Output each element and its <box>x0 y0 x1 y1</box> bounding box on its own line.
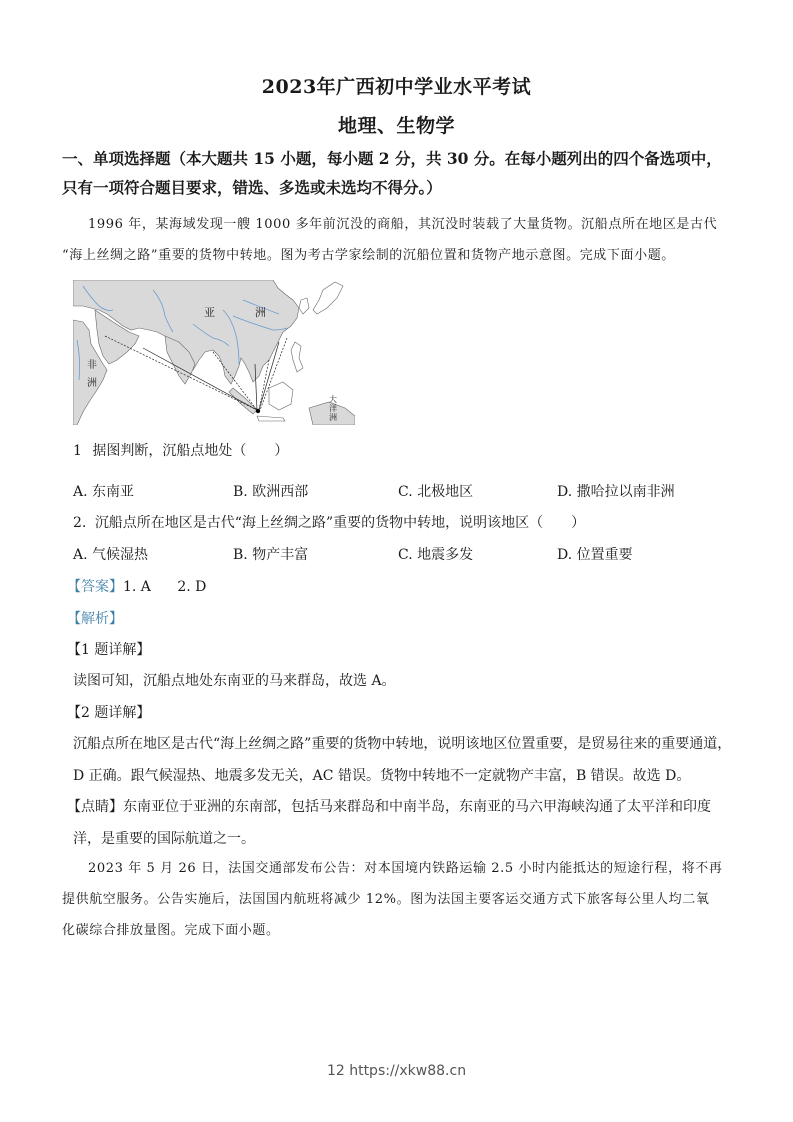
section-heading-line2: 只有一项符合题目要求，错选、多选或未选均不得分。） <box>62 178 442 197</box>
question-2-stem: 沉船点所在地区是古代“海上丝绸之路”重要的货物中转地，说明该地区（ ） <box>94 515 586 531</box>
answer-q1: 1. A <box>123 579 151 595</box>
question-2 <box>73 513 585 533</box>
passage-2-line1: 2023 年 5 月 26 日，法国交通部发布公告：对本国境内铁路运输 2.5 小时内能抵达的短途行程，将不再 <box>88 861 723 876</box>
question-2-option-b[interactable]: B. 物产丰富 <box>233 547 309 563</box>
answer-tag: 【答案】 <box>67 579 123 595</box>
map-label-oceania-2: 洋 <box>329 404 337 413</box>
passage-2-line3: 化碳综合排放量图。完成下面小题。 <box>62 923 280 938</box>
exam-title: 2023年广西初中学业水平考试 <box>261 76 532 98</box>
question-1 <box>73 441 288 461</box>
point-tag: 【点睛】 <box>67 799 123 815</box>
detail-2-line2: D 正确。跟气候湿热、地震多发无关，AC 错误。货物中转地不一定就物产丰富，B 错误。故选 D。 <box>73 768 691 784</box>
point-section <box>67 791 739 855</box>
question-2-option-a[interactable]: A. 气候湿热 <box>73 547 149 563</box>
section-heading-line1: 一、单项选择题（本大题共 15 小题，每小题 2 分，共 30 分。在每小题列出的四个备选项中， <box>62 149 722 168</box>
philippines-outline <box>291 342 303 372</box>
map-graphic <box>73 280 355 425</box>
passage-1-line2: “海上丝绸之路”重要的货物中转地。图为考古学家绘制的沉船位置和货物产地示意图。完成下面小题。 <box>62 248 675 263</box>
map-label-africa-2: 洲 <box>87 378 97 389</box>
section-heading <box>62 144 742 202</box>
shipwreck-point <box>256 409 260 413</box>
shipwreck-map-figure <box>73 280 355 425</box>
exam-subtitle: 地理、生物学 <box>337 115 455 137</box>
detail-2-line1: 沉船点所在地区是古代“海上丝绸之路”重要的货物中转地，说明该地区位置重要，是贸易往来的重要通道， <box>73 736 732 752</box>
passage-1-line1: 1996 年，某海域发现一艘 1000 多年前沉没的商船，其沉没时装载了大量货物。沉船点所在地区是古代 <box>88 217 718 232</box>
passage-1 <box>62 209 738 271</box>
question-1-stem: 据图判断，沉船点地处（ ） <box>92 443 289 459</box>
detail-1-tag: 【1 题详解】 <box>67 642 151 658</box>
korea-outline <box>299 298 309 314</box>
point-line1: 东南亚位于亚洲的东南部，包括马来群岛和中南半岛，东南亚的马六甲海峡沟通了太平洋和印度 <box>123 799 711 815</box>
question-1-number: 1 <box>73 443 82 459</box>
passage-2-line2: 提供航空服务。公告实施后，法国国内航班将减少 12%。图为法国主要客运交通方式下旅客每公里人均二氧 <box>62 892 710 907</box>
map-label-asia-2: 洲 <box>255 306 266 319</box>
question-1-option-b[interactable]: B. 欧洲西部 <box>233 484 309 500</box>
map-label-oceania-3: 洲 <box>329 413 337 422</box>
question-1-option-c[interactable]: C. 北极地区 <box>398 484 474 500</box>
analysis-tag: 【解析】 <box>67 611 123 627</box>
java-outline <box>257 416 285 421</box>
question-1-option-d[interactable]: D. 撒哈拉以南非洲 <box>557 484 675 500</box>
map-label-africa-1: 非 <box>87 360 97 371</box>
detail-1-text: 读图可知，沉船点地处东南亚的马来群岛，故选 A。 <box>73 673 396 689</box>
question-2-option-c[interactable]: C. 地震多发 <box>398 547 474 563</box>
detail-2-text <box>73 728 745 792</box>
answer-line <box>67 577 206 597</box>
borneo-outline <box>269 382 293 410</box>
question-1-option-a[interactable]: A. 东南亚 <box>73 484 135 500</box>
question-2-option-d[interactable]: D. 位置重要 <box>557 547 633 563</box>
passage-2 <box>62 853 738 946</box>
page-footer: 12 https://xkw88.cn <box>326 1063 467 1079</box>
map-label-asia-1: 亚 <box>204 306 215 319</box>
detail-2-tag: 【2 题详解】 <box>67 705 151 721</box>
map-label-oceania-1: 大 <box>329 395 337 404</box>
point-line2: 洋，是重要的国际航道之一。 <box>73 831 255 847</box>
question-2-number: 2. <box>73 515 87 531</box>
answer-q2: 2. D <box>177 579 207 595</box>
japan-outline <box>313 282 343 314</box>
